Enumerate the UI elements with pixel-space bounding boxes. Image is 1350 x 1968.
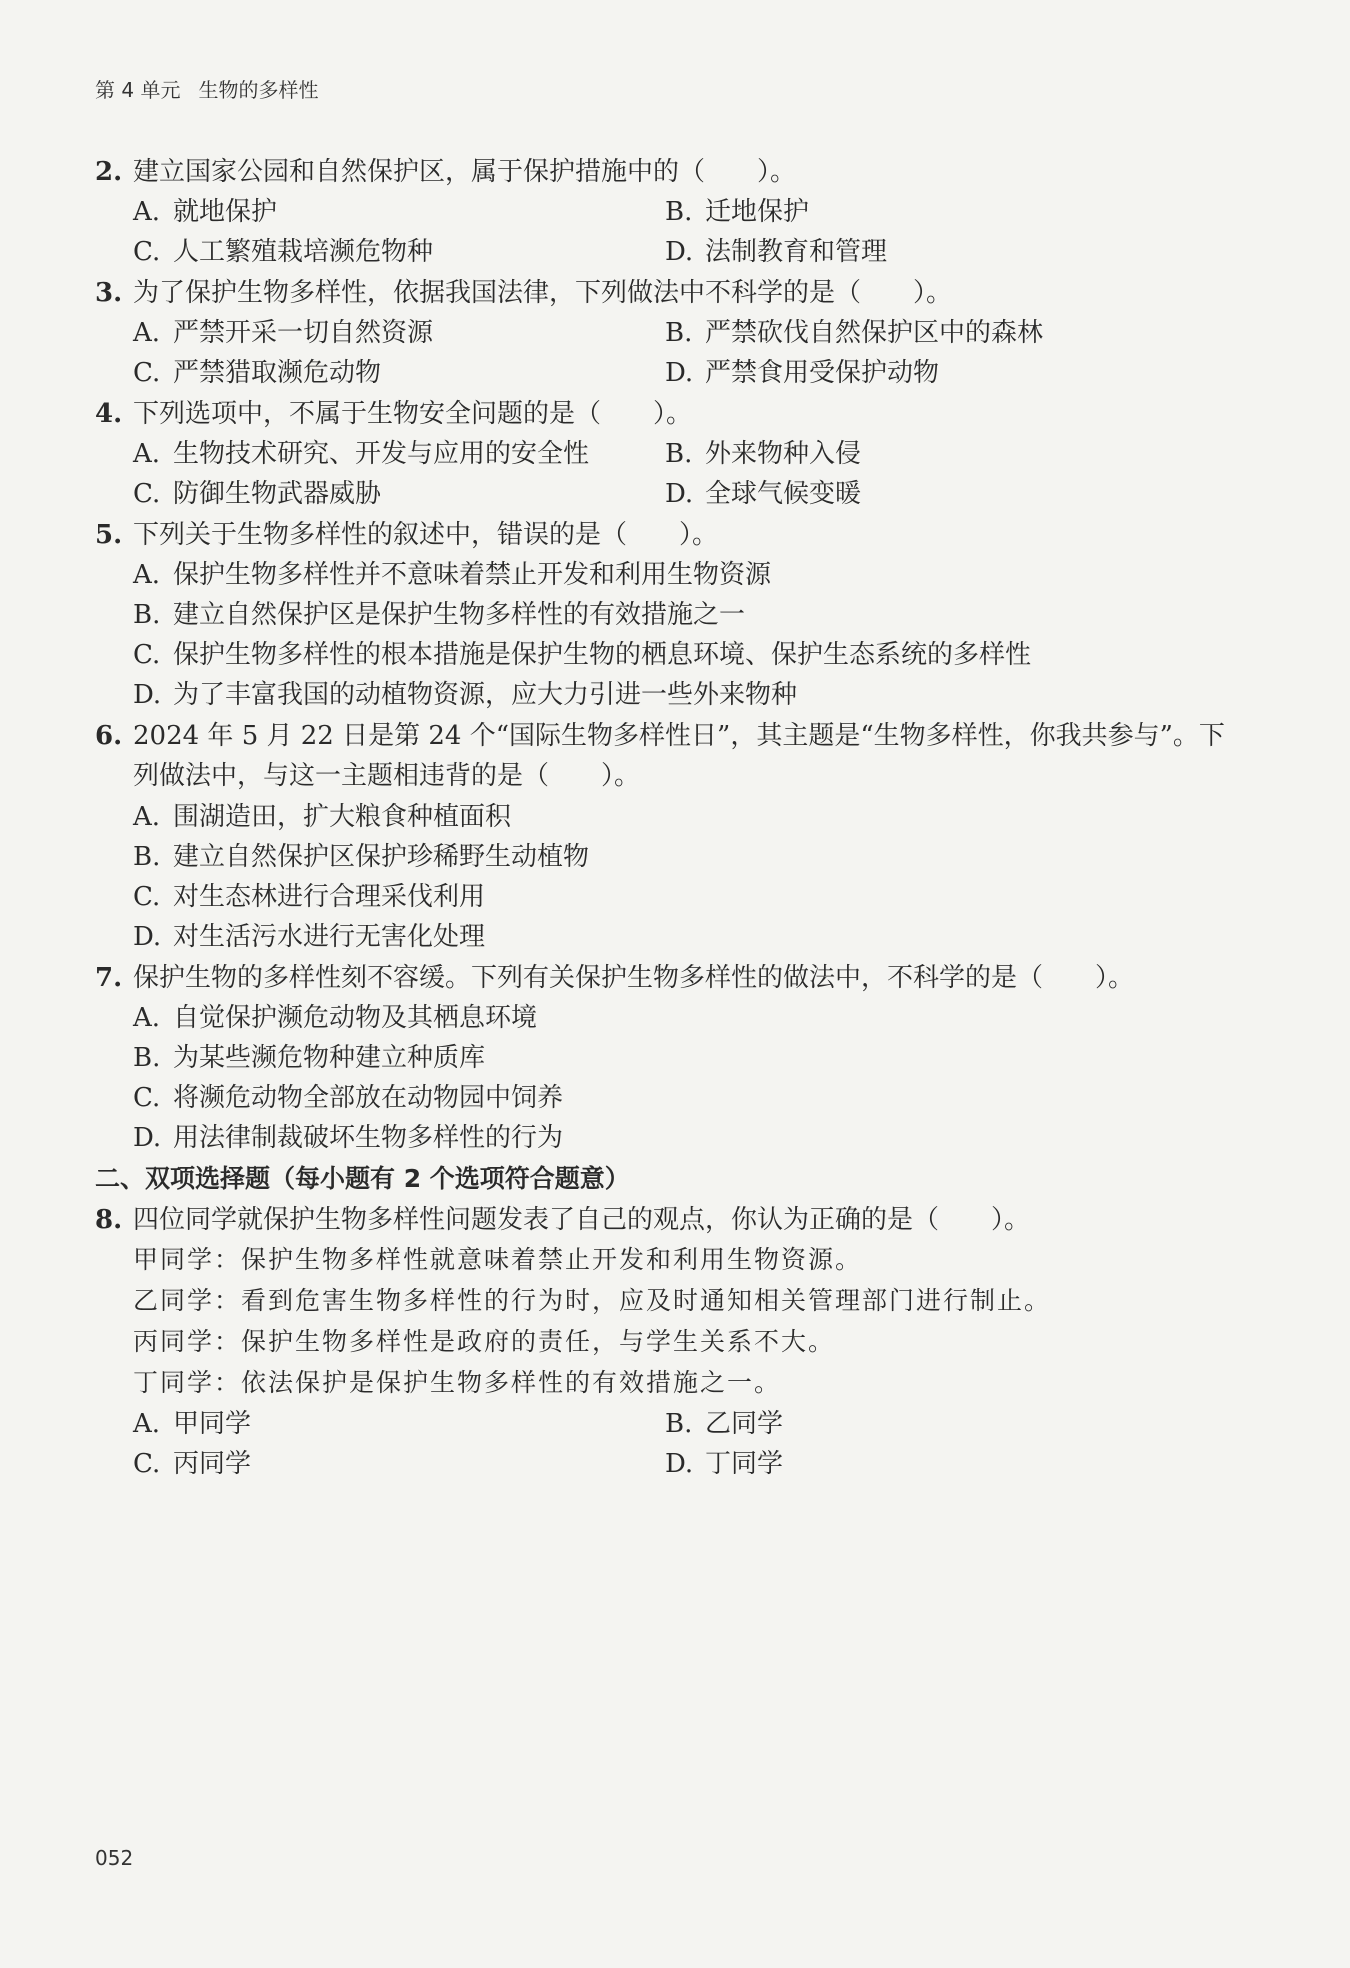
- option-d: D. 全球气候变暖: [665, 479, 862, 509]
- option-c: C. 丙同学: [133, 1449, 252, 1479]
- unit-label: 第 4 单元: [95, 78, 181, 102]
- student-quote-4: 丁同学：依法保护是保护生物多样性的有效措施之一。: [133, 1368, 782, 1397]
- option-c: C. 严禁猎取濒危动物: [133, 358, 382, 388]
- section-heading: 二、双项选择题（每小题有 2 个选项符合题意）: [95, 1164, 630, 1193]
- option-b: B. 乙同学: [665, 1409, 784, 1439]
- option-b: B. 外来物种入侵: [665, 439, 862, 469]
- option-d: D. 丁同学: [665, 1449, 784, 1479]
- option-a: A. 生物技术研究、开发与应用的安全性: [133, 439, 590, 469]
- page-number: 052: [95, 1846, 134, 1870]
- option-c: C. 防御生物武器威胁: [133, 479, 382, 509]
- option-a: A. 严禁开采一切自然资源: [133, 318, 434, 348]
- student-quote-3: 丙同学：保护生物多样性是政府的责任，与学生关系不大。: [133, 1327, 836, 1356]
- option-a: A. 甲同学: [133, 1409, 252, 1439]
- option-d: D. 严禁食用受保护动物: [665, 358, 940, 388]
- page-header: [95, 74, 318, 103]
- option-b: B. 严禁砍伐自然保护区中的森林: [665, 318, 1044, 348]
- option-d: D. 法制教育和管理: [665, 237, 888, 267]
- option-c: C. 人工繁殖栽培濒危物种: [133, 237, 434, 267]
- unit-title: 生物的多样性: [198, 78, 319, 102]
- student-quote-2: 乙同学：看到危害生物多样性的行为时，应及时通知相关管理部门进行制止。: [133, 1286, 1052, 1315]
- option-b: B. 迁地保护: [665, 197, 810, 227]
- student-quote-1: 甲同学：保护生物多样性就意味着禁止开发和利用生物资源。: [133, 1245, 863, 1274]
- option-a: A. 就地保护: [133, 197, 278, 227]
